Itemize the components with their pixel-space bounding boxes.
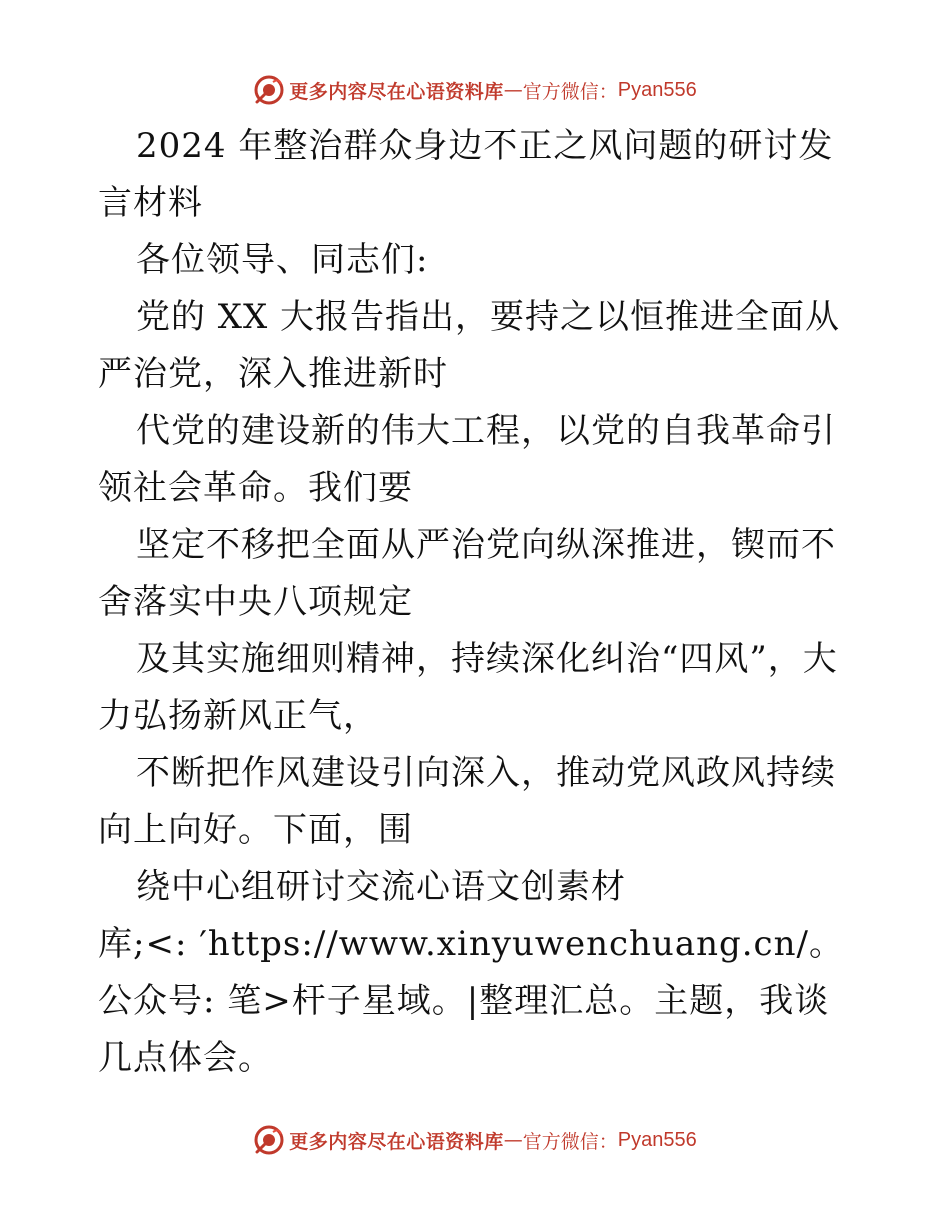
paragraph: 及其实施细则精神，持续深化纠治“四风”，大力弘扬新风正气， xyxy=(98,639,838,736)
logo-icon xyxy=(253,74,285,106)
banner-wechat-id: Pyan556 xyxy=(617,78,697,101)
paragraph: 绕中心组研讨交流心语文创素材 xyxy=(136,867,626,907)
paragraph-with-link: 库;<: ′https://www.xinyuwenchuang.cn/。公众号: 笔>杆子星域。|整理汇总。主题，我谈几点体会。 xyxy=(98,924,844,1078)
banner-contact-label: 官方微信： xyxy=(522,80,618,103)
header-banner xyxy=(0,70,950,110)
document-title: 2024 年整治群众身边不正之风问题的研讨发言材料 xyxy=(98,126,834,223)
banner-separator: — xyxy=(503,79,523,101)
paragraph: 不断把作风建设引向深入，推动党风政风持续向上向好。下面，围 xyxy=(98,753,836,850)
salutation: 各位领导、同志们: xyxy=(136,240,429,280)
banner-brand: 更多内容尽在心语资料库 xyxy=(289,80,504,103)
paragraph: 党的 XX 大报告指出，要持之以恒推进全面从严治党，深入推进新时 xyxy=(98,297,841,394)
paragraph: 坚定不移把全面从严治党向纵深推进，锲而不舍落实中央八项规定 xyxy=(98,525,836,622)
logo-icon xyxy=(253,1124,285,1156)
footer-banner xyxy=(0,1120,950,1160)
document-body xyxy=(98,118,854,1087)
banner-separator: — xyxy=(503,1129,523,1151)
banner-wechat-id: Pyan556 xyxy=(617,1128,697,1151)
paragraph: 代党的建设新的伟大工程，以党的自我革命引领社会革命。我们要 xyxy=(98,411,836,508)
banner-contact-label: 官方微信： xyxy=(522,1130,618,1153)
banner-brand: 更多内容尽在心语资料库 xyxy=(289,1130,504,1153)
